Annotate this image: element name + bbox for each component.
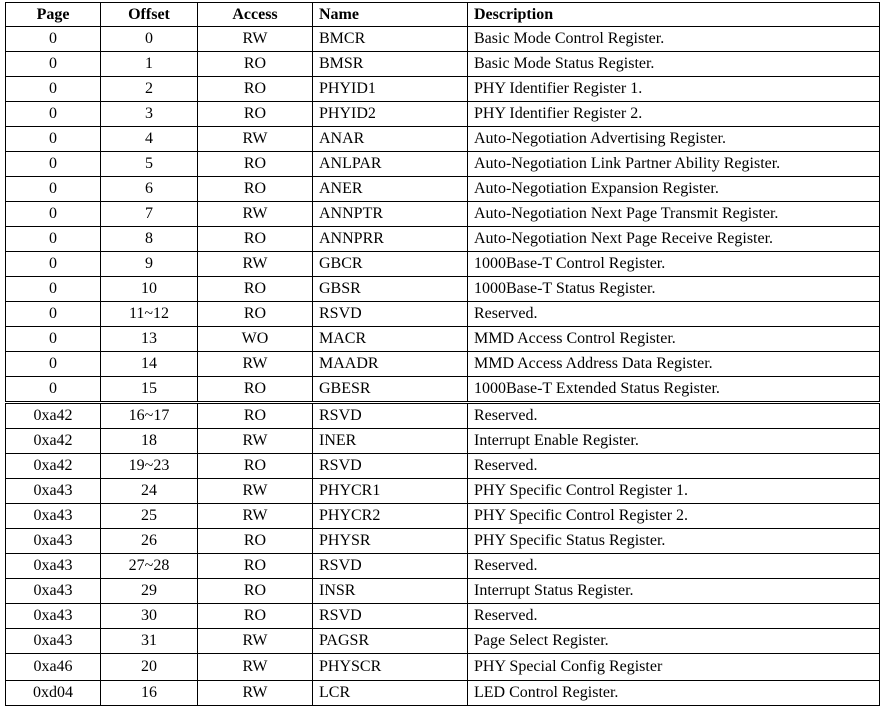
table-row [6, 327, 880, 352]
cell-description: PHY Specific Control Register 2. [468, 504, 880, 529]
cell-page: 0xa42 [6, 429, 101, 454]
cell-offset: 25 [101, 504, 198, 529]
table-row [6, 252, 880, 277]
cell-name: MACR [313, 327, 468, 352]
cell-description: PHY Specific Status Register. [468, 529, 880, 554]
cell-offset: 19~23 [101, 454, 198, 479]
cell-offset: 26 [101, 529, 198, 554]
header-name: Name [313, 3, 468, 27]
cell-access: RO [198, 377, 313, 403]
table-row [6, 554, 880, 579]
cell-access: RW [198, 654, 313, 681]
cell-name: PHYSCR [313, 654, 468, 681]
cell-offset: 6 [101, 177, 198, 202]
cell-access: RO [198, 554, 313, 579]
cell-page: 0 [6, 327, 101, 352]
table-row [6, 681, 880, 706]
cell-description: Auto-Negotiation Advertising Register. [468, 127, 880, 152]
cell-description: Auto-Negotiation Expansion Register. [468, 177, 880, 202]
cell-description: 1000Base-T Extended Status Register. [468, 377, 880, 403]
header-access: Access [198, 3, 313, 27]
cell-offset: 20 [101, 654, 198, 681]
cell-access: RW [198, 127, 313, 152]
cell-name: INSR [313, 579, 468, 604]
table-row [6, 604, 880, 629]
cell-description: 1000Base-T Status Register. [468, 277, 880, 302]
table-row [6, 377, 880, 403]
cell-offset: 30 [101, 604, 198, 629]
cell-page: 0xa43 [6, 629, 101, 654]
cell-offset: 4 [101, 127, 198, 152]
cell-access: RO [198, 454, 313, 479]
cell-name: GBSR [313, 277, 468, 302]
cell-offset: 1 [101, 52, 198, 77]
cell-offset: 27~28 [101, 554, 198, 579]
cell-name: LCR [313, 681, 468, 706]
cell-page: 0xa43 [6, 504, 101, 529]
cell-page: 0xa43 [6, 579, 101, 604]
cell-page: 0 [6, 152, 101, 177]
cell-name: BMSR [313, 52, 468, 77]
cell-page: 0 [6, 227, 101, 252]
cell-access: RO [198, 52, 313, 77]
cell-page: 0 [6, 352, 101, 377]
cell-access: RO [198, 152, 313, 177]
cell-page: 0xa43 [6, 554, 101, 579]
cell-name: RSVD [313, 554, 468, 579]
cell-name: PHYCR1 [313, 479, 468, 504]
table-row [6, 277, 880, 302]
cell-access: RW [198, 479, 313, 504]
cell-access: RO [198, 579, 313, 604]
cell-offset: 2 [101, 77, 198, 102]
cell-access: RW [198, 252, 313, 277]
cell-description: Interrupt Status Register. [468, 579, 880, 604]
cell-description: Basic Mode Status Register. [468, 52, 880, 77]
cell-offset: 7 [101, 202, 198, 227]
table-row [6, 352, 880, 377]
cell-access: RO [198, 77, 313, 102]
cell-description: Auto-Negotiation Next Page Transmit Register. [468, 202, 880, 227]
table-row [6, 52, 880, 77]
cell-offset: 18 [101, 429, 198, 454]
table-row [6, 302, 880, 327]
cell-name: BMCR [313, 27, 468, 52]
cell-offset: 14 [101, 352, 198, 377]
header-description: Description [468, 3, 880, 27]
cell-page: 0 [6, 52, 101, 77]
cell-offset: 31 [101, 629, 198, 654]
cell-name: INER [313, 429, 468, 454]
cell-offset: 10 [101, 277, 198, 302]
cell-description: Auto-Negotiation Next Page Receive Register. [468, 227, 880, 252]
cell-offset: 3 [101, 102, 198, 127]
table-row [6, 654, 880, 681]
cell-offset: 0 [101, 27, 198, 52]
table-row [6, 152, 880, 177]
cell-page: 0 [6, 77, 101, 102]
cell-page: 0xa42 [6, 403, 101, 429]
cell-access: RO [198, 403, 313, 429]
table-row [6, 429, 880, 454]
table-row [6, 403, 880, 429]
cell-access: RO [198, 529, 313, 554]
cell-page: 0 [6, 177, 101, 202]
table-row [6, 454, 880, 479]
cell-access: WO [198, 327, 313, 352]
cell-page: 0 [6, 102, 101, 127]
cell-description: Auto-Negotiation Link Partner Ability Register. [468, 152, 880, 177]
cell-description: Page Select Register. [468, 629, 880, 654]
cell-name: MAADR [313, 352, 468, 377]
cell-access: RO [198, 302, 313, 327]
cell-page: 0xd04 [6, 681, 101, 706]
cell-offset: 15 [101, 377, 198, 403]
cell-description: MMD Access Address Data Register. [468, 352, 880, 377]
cell-offset: 24 [101, 479, 198, 504]
table-row [6, 127, 880, 152]
cell-offset: 16 [101, 681, 198, 706]
table-row [6, 77, 880, 102]
cell-description: Reserved. [468, 302, 880, 327]
cell-description: PHY Identifier Register 2. [468, 102, 880, 127]
cell-name: PHYID1 [313, 77, 468, 102]
cell-description: Reserved. [468, 604, 880, 629]
cell-description: PHY Special Config Register [468, 654, 880, 681]
cell-name: GBCR [313, 252, 468, 277]
table-row [6, 227, 880, 252]
cell-page: 0 [6, 277, 101, 302]
cell-description: LED Control Register. [468, 681, 880, 706]
cell-access: RW [198, 629, 313, 654]
cell-access: RO [198, 177, 313, 202]
cell-name: PHYSR [313, 529, 468, 554]
cell-page: 0xa43 [6, 604, 101, 629]
table-body [6, 27, 880, 706]
cell-page: 0 [6, 252, 101, 277]
cell-description: PHY Specific Control Register 1. [468, 479, 880, 504]
cell-name: PAGSR [313, 629, 468, 654]
cell-description: Interrupt Enable Register. [468, 429, 880, 454]
cell-name: ANAR [313, 127, 468, 152]
cell-name: PHYCR2 [313, 504, 468, 529]
cell-offset: 16~17 [101, 403, 198, 429]
cell-name: ANNPRR [313, 227, 468, 252]
cell-description: Reserved. [468, 454, 880, 479]
table-header-row [6, 3, 880, 27]
cell-name: ANNPTR [313, 202, 468, 227]
cell-name: RSVD [313, 302, 468, 327]
cell-page: 0 [6, 202, 101, 227]
table-row [6, 479, 880, 504]
cell-page: 0 [6, 127, 101, 152]
cell-access: RW [198, 504, 313, 529]
cell-description: PHY Identifier Register 1. [468, 77, 880, 102]
cell-access: RO [198, 277, 313, 302]
register-table [5, 2, 880, 706]
cell-name: GBESR [313, 377, 468, 403]
cell-access: RW [198, 27, 313, 52]
table-row [6, 504, 880, 529]
cell-description: Reserved. [468, 403, 880, 429]
cell-access: RO [198, 604, 313, 629]
header-page: Page [6, 3, 101, 27]
table-row [6, 529, 880, 554]
cell-access: RW [198, 429, 313, 454]
cell-description: Basic Mode Control Register. [468, 27, 880, 52]
cell-page: 0xa46 [6, 654, 101, 681]
cell-offset: 5 [101, 152, 198, 177]
cell-name: RSVD [313, 604, 468, 629]
cell-offset: 29 [101, 579, 198, 604]
cell-description: 1000Base-T Control Register. [468, 252, 880, 277]
cell-description: Reserved. [468, 554, 880, 579]
table-row [6, 629, 880, 654]
cell-access: RW [198, 202, 313, 227]
cell-description: MMD Access Control Register. [468, 327, 880, 352]
header-offset: Offset [101, 3, 198, 27]
table-row [6, 27, 880, 52]
cell-page: 0 [6, 377, 101, 403]
cell-access: RW [198, 352, 313, 377]
table-row [6, 202, 880, 227]
cell-offset: 8 [101, 227, 198, 252]
cell-page: 0xa42 [6, 454, 101, 479]
cell-offset: 11~12 [101, 302, 198, 327]
cell-offset: 13 [101, 327, 198, 352]
cell-page: 0 [6, 27, 101, 52]
cell-access: RW [198, 681, 313, 706]
cell-name: ANER [313, 177, 468, 202]
table-row [6, 579, 880, 604]
cell-access: RO [198, 227, 313, 252]
table-row [6, 177, 880, 202]
table-row [6, 102, 880, 127]
cell-name: PHYID2 [313, 102, 468, 127]
cell-access: RO [198, 102, 313, 127]
cell-name: RSVD [313, 454, 468, 479]
cell-name: ANLPAR [313, 152, 468, 177]
cell-page: 0xa43 [6, 529, 101, 554]
cell-page: 0 [6, 302, 101, 327]
cell-name: RSVD [313, 403, 468, 429]
cell-offset: 9 [101, 252, 198, 277]
cell-page: 0xa43 [6, 479, 101, 504]
